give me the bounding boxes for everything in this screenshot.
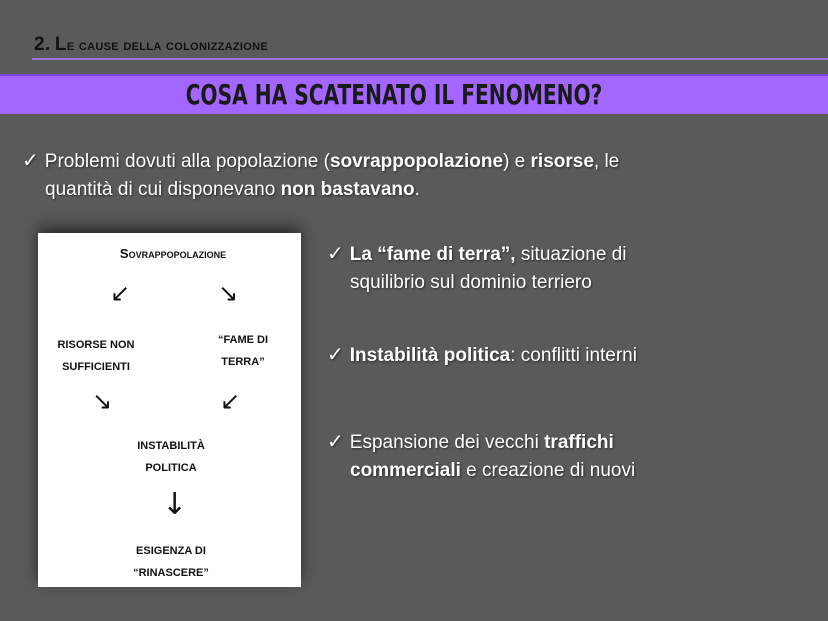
bullet-bold: non bastavano	[280, 179, 415, 200]
bullet-text: .	[414, 179, 420, 200]
bullet-text: Problemi dovuti alla popolazione (	[44, 151, 330, 172]
diagram-node-political-instability-line1: INSTABILITÀ	[137, 440, 205, 452]
bullet-political-instability	[327, 341, 807, 370]
checkmark-icon: ✓	[327, 431, 344, 453]
header-divider	[32, 58, 828, 60]
diagram-node-resources	[42, 334, 150, 378]
section-title-initial: L	[54, 34, 67, 55]
bullet-text: ) e	[503, 151, 531, 172]
section-title	[34, 34, 268, 56]
bullet-land-hunger	[327, 240, 807, 297]
checkmark-icon: ✓	[327, 243, 344, 265]
section-title-text: e cause della colonizzazione	[66, 37, 269, 54]
arrow-down-left-icon: ↙	[110, 279, 131, 307]
section-number: 2.	[34, 34, 51, 55]
checkmark-icon: ✓	[327, 344, 344, 366]
diagram-node-political-instability	[108, 435, 234, 479]
diagram-node-rebirth-line2: “RINASCERE”	[133, 567, 209, 579]
bullet-text: quantità di cui disponevano	[45, 179, 281, 200]
checkmark-icon: ✓	[22, 150, 39, 172]
bullet-bold: La “fame di terra”,	[349, 244, 516, 265]
arrow-down-icon: ↓	[162, 487, 188, 522]
diagram-node-overpopulation: Sovrappopolazione	[119, 246, 227, 261]
diagram-node-resources-line1: RISORSE NON	[57, 339, 135, 351]
bullet-text: squilibrio sul dominio terriero	[350, 272, 592, 293]
arrow-down-left-icon: ↙	[220, 387, 241, 415]
bullet-trade-expansion	[327, 428, 807, 485]
bullet-text: situazione di	[515, 244, 627, 265]
cause-diagram	[38, 233, 301, 587]
diagram-node-rebirth	[108, 540, 234, 584]
diagram-node-land-hunger-line2: TERRA”	[221, 356, 265, 368]
diagram-node-resources-line2: SUFFICIENTI	[62, 361, 130, 373]
bullet-bold: sovrappopolazione	[329, 151, 504, 172]
bullet-text: , le	[593, 151, 620, 172]
bullet-bold: commerciali	[350, 460, 461, 481]
diagram-node-rebirth-line1: ESIGENZA DI	[136, 545, 206, 557]
bullet-bold: risorse	[530, 151, 594, 172]
bullet-population	[22, 147, 782, 204]
bullet-text: : conflitti interni	[510, 345, 637, 366]
bullet-bold: Instabilità politica	[349, 345, 511, 366]
arrow-down-right-icon: ↘	[92, 387, 113, 415]
title-banner	[0, 74, 828, 114]
bullet-text: Espansione dei vecchi	[349, 432, 545, 453]
bullet-bold: traffichi	[544, 432, 614, 453]
diagram-node-land-hunger	[188, 329, 298, 373]
diagram-node-political-instability-line2: POLITICA	[145, 462, 197, 474]
banner-title: COSA HA SCATENATO IL FENOMENO?	[185, 78, 603, 111]
diagram-node-land-hunger-line1: “FAME DI	[217, 334, 269, 346]
bullet-text: e creazione di nuovi	[460, 460, 636, 481]
arrow-down-right-icon: ↘	[218, 279, 239, 307]
